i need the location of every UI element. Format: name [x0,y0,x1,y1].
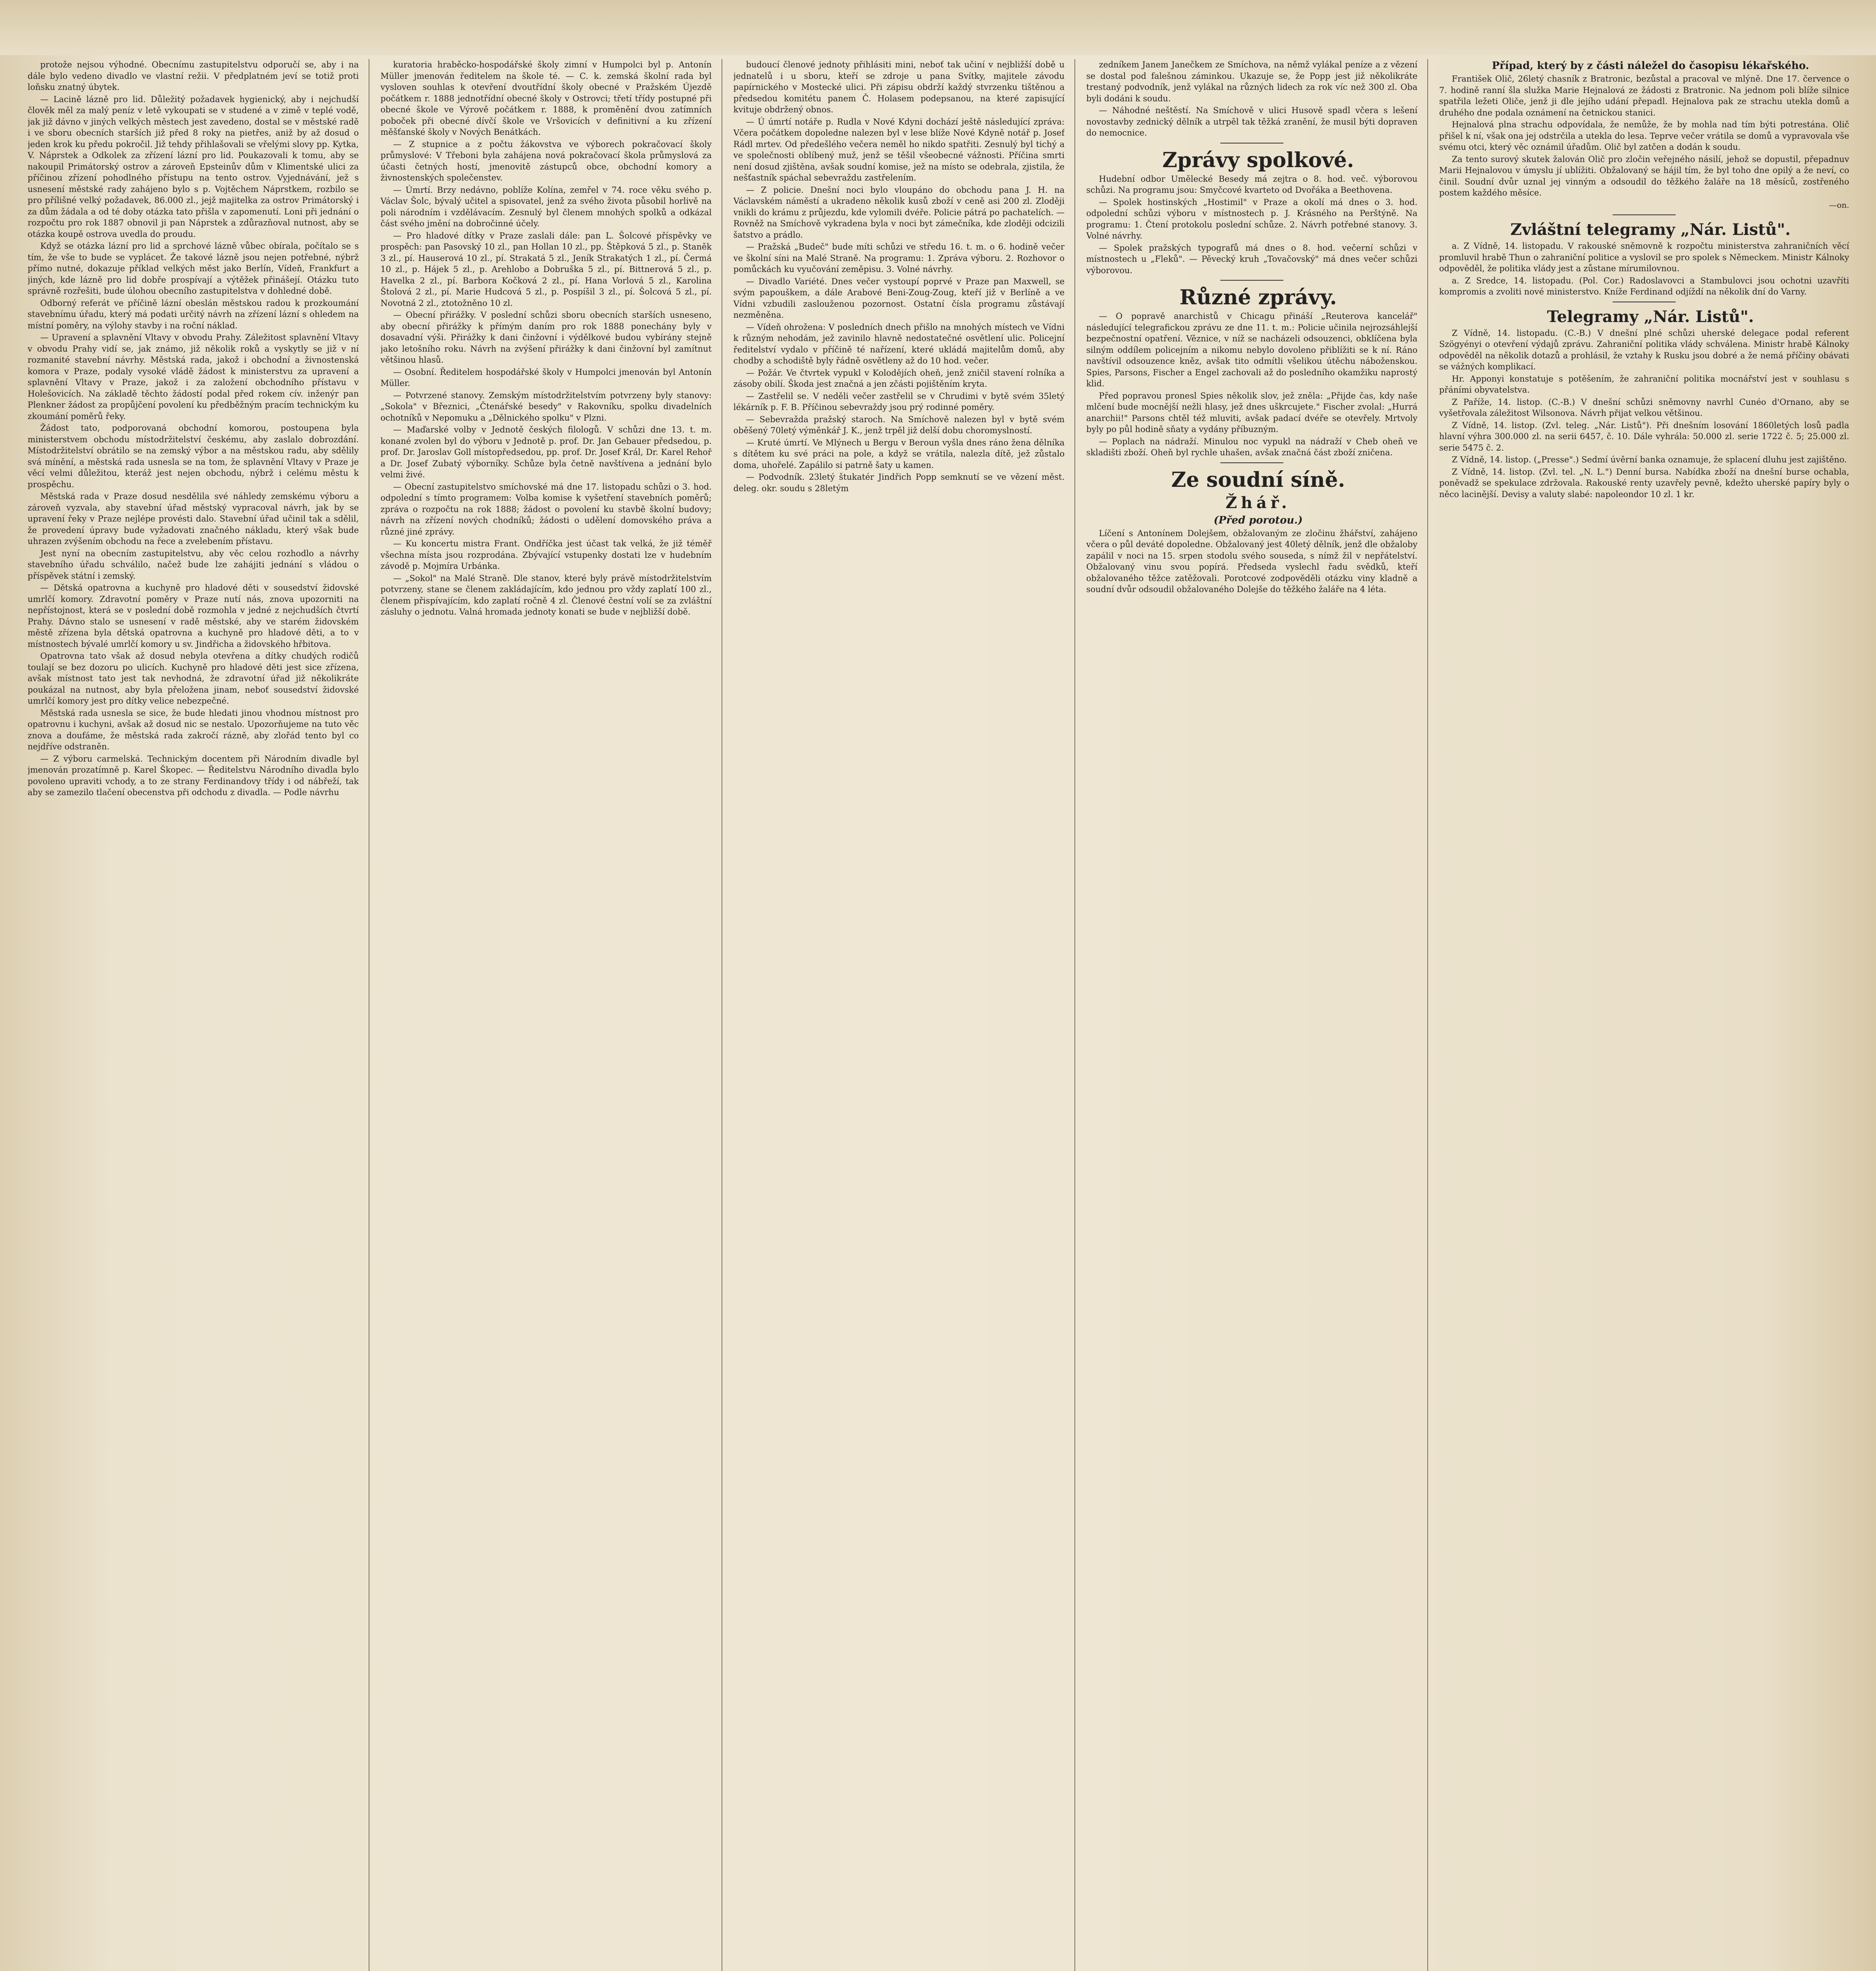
paragraph: — Náhodné neštěstí. Na Smíchově v ulici Husově spadl včera s lešení novostavby zednický dělník a utrpěl tak těžká zranění, že musil býti dopraven do nemocnice. [1086,106,1417,138]
paragraph: Z Vídně, 14. listop. (Zvl. teleg. „Nár. Listů"). Při dnešním losování 1860letých losů padla hlavní výhra 300.000 zl. na serii 6457, č. 10. Dále vyhrála: 50.000 zl. serie 1722 č. 5; 25.000 zl. serie 5475 č. 2. [1439,420,1849,453]
paragraph: — Spolek pražských typografů má dnes o 8. hod. večerní schůzi v místnostech u „Fleků". — Pěvecký kruh „Tovačovský" má dnes večer schůzi výborovou. [1086,243,1417,275]
paragraph: Opatrovna tato však až dosud nebyla otevřena a dítky chudých rodičů toulají se bez dozoru po ulicích. Kuchyně pro hladové děti jest sice zřízena, avšak místnost tato jest tak nevhodná, že zdravotní úřad již několikráte poukázal na nutnost, aby byla přeložena jinam, neboť sousedství židovské umrlčí komory jest pro dítky velice nebezpečné. [28,651,359,706]
paragraph: — Vídeň ohrožena: V posledních dnech přišlo na mnohých místech ve Vídni k různým nehodám, jež zavinilo hlavně nedostatečné osvětlení ulic. Policejní ředitelství vydalo v příčině té nařízení, které ukládá majitelům domů, aby chodby a schodiště byly řádně osvětleny až do 10 hod. večer. [733,322,1065,365]
paragraph: Z Paříže, 14. listop. (C.-B.) V dnešní schůzi sněmovny navrhl Cunéo d'Ornano, aby se vyšetřovala záležitost Wilsonova. Návrh přijat velkou většinou. [1439,397,1849,418]
section-heading-soudni: Ze soudní síně. [1171,468,1345,492]
paragraph: Hejnalová plna strachu odpovídala, že nemůže, že by mohla nad tím býti potrestána. Olič přišel k ní, však ona jej odstrčila a utekla do lesa. Teprve večer vrátila se domů a vypravovala vše svému otci, který věc oznámil úřadům. Olič byl zatčen a dodán k soudu. [1439,120,1849,152]
paragraph: — Obecní zastupitelstvo smíchovské má dne 17. listopadu schůzi o 3. hod. odpolední s tímto programem: Volba komise k vyšetření stavebních poměrů; zpráva o rozpočtu na rok 1888; žádost o povolení ku stavbě školní budovy; návrh na zřízení nových chodníků; žádosti o udělení domovského práva a různé jiné zprávy. [380,482,712,537]
paragraph: Městská rada v Praze dosud nesdělila své náhledy zemskému výboru a zároveň vyzvala, aby stavební úřad městský vypracoval návrh, jak by se upravení řeky v Praze nejlépe provésti dalo. Stavební úřad učinil tak a sdělil, že provedení úpravy bude vyžadovati značného nákladu, který však bude uhrazen zvýšením obchodu na řece a zvelebením přístavu. [28,492,359,546]
paragraph: — Z policie. Dnešní noci bylo vloupáno do obchodu pana J. H. na Václavském náměstí a ukradeno několik kusů zboží v ceně asi 200 zl. Zloději vnikli do krámu z průjezdu, kde vylomili dvéře. Policie pátrá po pachatelích. — Rovněž na Smíchově vykradena byla v noci byt zámečníka, kde zloději odcizili šatstvo a prádlo. [733,185,1065,240]
section-heading-ruzne: Různé zprávy. [1179,285,1337,309]
separator [1220,280,1283,281]
paragraph: a. Z Vídně, 14. listopadu. V rakouské sněmovně k rozpočtu ministerstva zahraničních věcí promluvil hrabě Thun o zahraniční politice a vyslovil se pro spolek s Německem. Ministr Kálnoky odpověděl, že politika vlády jest a zůstane mírumilovnou. [1439,241,1849,273]
paragraph: Žádost tato, podporovaná obchodní komorou, postoupena byla ministerstvem obchodu místodržitelství českému, aby zaslalo dobrozdání. Místodržitelství obrátilo se na zemský výbor a na městskou radu, aby sdělily svá mínění, a městská rada usnesla se na tom, že splavnění Vltavy v Praze je věcí velmi důležitou, kteráž jest nejen obchodu, nýbrž i celému městu k prospěchu. [28,423,359,489]
paragraph: — Kruté úmrtí. Ve Mlýnech u Bergu v Beroun vyšla dnes ráno žena dělníka s dítětem ku své práci na pole, a když se vrátila, nalezla dítě, jež zůstalo doma, uhořelé. Zapálilo si patrně šaty u kamen. [733,438,1065,470]
paragraph: kuratoria hraběcko-hospodářské školy zimní v Humpolci byl p. Antonín Müller jmenován ředitelem na škole té. — C. k. zemská školní rada byl vysloven souhlas k otevření dvoutřídní školy obecné v Pražském Újezdě počátkem r. 1888 jednotřídní obecné školy v Ostrovci; třetí třídy postupné při obecné škole ve Výrově počátkem r. 1888, k proměnění dvou zatímních poboček při obecné dívčí škole ve Vršovicích v definitivní a ku zřízení měšťanské školy v Nových Benátkách. [380,60,712,137]
paragraph: Když se otázka lázní pro lid a sprchové lázně vůbec obírala, počítalo se s tím, že vše to bude se vyplácet. Že takové lázně jsou nejen potřebné, nýbrž přímo nutné, dokazuje příklad velkých měst jako Berlín, Vídeň, Frankfurt a jiných, kde lázně pro lid dobře prospívají a výtěžek přinášejí. Otázku tuto správně rozřešiti, bude úlohou obecního zastupitelstva v dohledné době. [28,241,359,296]
paragraph: budoucí členové jednoty přihlásiti mini, neboť tak učiní v nejbližší době u jednatelů i u sboru, kteří se zdroje u pana Svítky, majitele závodu papírnického v Mostecké ulici. Při zápisu obdrží každý stvrzenku tištěnou a předsedou komitétu panem Č. Holasem podepsanou, na které zapisující kvituje obdržený obnos. [733,60,1065,114]
paragraph: — Divadlo Variété. Dnes večer vystoupí poprvé v Praze pan Maxwell, se svým papouškem, a dále Arabové Beni-Zoug-Zoug, kteří již v Berlíně a ve Vídni vzbudili zaslouženou pozornost. Ostatní čísla programu zůstávají nezměněna. [733,276,1065,320]
paragraph: — Ku koncertu mistra Frant. Ondříčka jest účast tak velká, že již téměř všechna místa jsou rozprodána. Zbývající vstupenky dostati lze v hudebním závodě p. Mojmíra Urbánka. [380,539,712,571]
column-3 [733,59,1065,1971]
column-rule [1074,59,1075,1971]
paragraph: zedníkem Janem Janečkem ze Smíchova, na němž vylákal peníze a z vězení se dostal pod falešnou záminkou. Ukazuje se, že Popp jest již několikráte trestaný podvodník, jenž vylákal na různých lidech za rok víc než 300 zl. Oba byli dodáni k soudu. [1086,60,1417,103]
paragraph: Jest nyní na obecním zastupitelstvu, aby věc celou rozhodlo a návrhy stavebního úřadu schválilo, načež bude lze zahájiti jednání s vládou o příspěvek státní i zemský. [28,548,359,581]
paragraph: František Olič, 26letý chasník z Bratronic, bezůstal a pracoval ve mlýně. Dne 17. července o 7. hodině ranní šla služka Marie Hejnalová ze žádosti z Bratronic. Na jednom poli blíže silnice spatřila ležeti Oliče, jenž ji dle jejího udání přepadl. Hejnalova pak ze strachu utekla domů a druhého dne podala oznámení na četnickou stanici. [1439,74,1849,117]
paragraph: — Spolek hostinských „Hostimil" v Praze a okolí má dnes o 3. hod. odpolední schůzi výboru v místnostech p. J. Krásného na Perštýně. Na programu: 1. Čtení protokolu poslední schůze. 2. Návrh potřebné stanovy. 3. Volné návrhy. [1086,197,1417,240]
paragraph: — Obecní přirážky. V poslední schůzi sboru obecních starších usneseno, aby obecní přirážky k přímým daním pro rok 1888 ponechány byly v dosavadní výši. Přirážky k dani činžovní i výdělkové budou vybírány stejně jako letošního roku. Návrh na zvýšení přirážky k dani činžovní byl zamítnut většinou hlasů. [380,310,712,365]
paragraph: — Lacině lázně pro lid. Důležitý požadavek hygienický, aby i nejchudší člověk měl za malý peníz v letě vykoupati se v studené a v zimě v teplé vodě, jak již dávno v jiných velkých městech jest zavedeno, dostal se v městské radě i ve sboru obecních starších již před 8 roky na pietřes, aniž by až dosud o jeden krok ku předu pokročil. Již tehdy přihlašovali se vřelými slovy pp. Kytka, V. Náprstek a Odkolek za zřízení lázní pro lid. Poukazovali k tomu, aby se nakoupil Primátorský ostrov a zároveň Epsteinův dům v Klimentské ulici za příčinou zřízení pohodlného přístupu na tento ostrov. Vyjednávání, jež s usnesení městské rady zahájeno bylo s p. Vojtěchem Náprstkem, rozbilo se pro přílišné velký požadavek, 86.000 zl., jejž majitelka za ostrov Primátorský i za dům žádala a od té doby otázka tato přišla v zapomenutí. Loni při jednání o rozpočtu pro rok 1887 obnovil ji pan Náprstek a zdůrazňoval nutnost, aby se otázka koupě ostrova uvedla do proudu. [28,94,359,239]
paragraph: — Z stupnice a z počtu žákovstva ve výborech pokračovací školy průmyslové: V Třeboni byla zahájena nová pokračovací škola průmyslová za účasti četných hostí, jmenovitě zástupců obce, obchodní komory a živnostenských společenstev. [380,139,712,183]
paragraph: — Zastřelil se. V neděli večer zastřelil se v Chrudimi v bytě svém 35letý lékárník p. F. B. Příčinou sebevraždy jsou prý rodinné poměry. [733,391,1065,412]
column-5 [1439,59,1849,1971]
section-heading-spolkove: Zprávy spolkové. [1162,148,1354,172]
paragraph: Hr. Apponyi konstatuje s potěšením, že zahraniční politika mocnářství jest v souhlasu s přáními obyvatelstva. [1439,374,1849,395]
paragraph: Hudební odbor Umělecké Besedy má zejtra o 8. hod. več. výborovou schůzi. Na programu jsou: Smyčcové kvarteto od Dvořáka a Beethovena. [1086,174,1417,195]
column-1 [28,59,359,1971]
column-4 [1086,59,1417,1971]
article-title-pripad: Případ, který by z části náležel do časopisu lékařského. [1492,60,1809,72]
paragraph: — Sebevražda pražský staroch. Na Smíchově nalezen byl v bytě svém oběšený 70letý výměnkář J. K., jenž trpěl již delší dobu choromyslností. [733,414,1065,435]
paragraph: — Poplach na nádraží. Minulou noc vypukl na nádraží v Cheb oheň ve skladišti zboží. Oheň byl rychle uhašen, avšak značná část zboží zničena. [1086,436,1417,457]
paragraph: Odborný referát ve příčině lázní obeslán městskou radou k prozkoumání stavebnímu úřadu, který má podati určitý návrh na zřízení lázní s ohledem na místní poměry, na výlohy stavby i na roční náklad. [28,298,359,330]
paragraph: — „Sokol" na Malé Straně. Dle stanov, které byly právě místodržitelstvím potvrzeny, stane se členem zakládajícím, kdo jednou pro vždy zaplatí 100 zl., členem přispívajícím, kdo zaplatí ročně 4 zl. Členové čestní volí se za zvláštní zásluhy o jednotu. Valná hromada jednoty konati se bude v nejbližší době. [380,573,712,617]
paragraph: Před popravou pronesl Spies několik slov, jež zněla: „Přijde čas, kdy naše mlčení bude mocnější nežli hlasy, jež dnes uškrcujete." Fischer zvolal: „Hurrá anarchii!" Parsons chtěl též mluviti, avšak padací dvéře se otevřely. Mrtvoly byly po půl hodině sňaty a vydány příbuzným. [1086,391,1417,434]
paragraph: — Úmrtí. Brzy nedávno, poblíže Kolína, zemřel v 74. roce věku svého p. Václav Šolc, bývalý učitel a spisovatel, jenž za svého života působil horlivě na poli národním i vzdělávacím. Zesnulý byl členem mnohých spolků a odkázal část svého jmění na dobročinné účely. [380,185,712,228]
paragraph: — Upravení a splavnění Vltavy v obvodu Prahy. Záležitost splavnění Vltavy v obvodu Prahy vidí se, jak známo, již několik roků a vyskytly se již v ní rozmanité stavební návrhy. Městská rada, jakož i obchodní a živnostenská komora v Praze, podaly vysoké vládě žádost k ministerstvu za upravení a splavnění Vltavy v Praze, jakož i za založení obchodního přístavu v Holešovicích. Na základě těchto žádostí podal před rokem cív. inženýr pan Plenkner žádost za propůjčení povolení ku předběžným pracím technickým ku zkoumání poměrů řeky. [28,333,359,421]
paragraph: Za tento surový skutek žalován Olič pro zločin veřejného násilí, jehož se dopustil, přepadnuv Marii Hejnalovou v úmyslu jí ublížiti. Obžalovaný se hájil tím, že byl toho dne opilý a že neví, co činil. Soudní dvůr uznal jej vinným a odsoudil do těžkého žaláře na 18 měsíců, zostřeného postem každého měsíce. [1439,154,1849,197]
paragraph: — O popravě anarchistů v Chicagu přináší „Reuterova kancelář" následující telegrafickou zprávu ze dne 11. t. m.: Policie učinila nejrozsáhlejší bezpečnostní opatření. Věznice, v níž se nacházeli odsouzenci, obklíčena byla silným oddílem policejním a nikomu nebylo dovoleno přiblížiti se k ní. Ráno navštívil odsouzence kněz, avšak tito odmítli všelikou útěchu náboženskou. Spies, Parsons, Fischer a Engel zachovali až do posledního okamžiku naprostý klid. [1086,311,1417,388]
paragraph: Z Vídně, 14. listop. (Zvl. tel. „N. L.") Denní bursa. Nabídka zboží na dnešní burse ochabla, poněvadž se spekulace zdržovala. Rakouské renty uzavřely pevně, kdežto uherské papíry byly o něco lacinější. Devisy a valuty slabé: napoleondor 10 zl. 1 kr. [1439,467,1849,499]
paragraph: — Ú úmrtí notáře p. Rudla v Nové Kdyni dochází ještě následující zpráva: Včera počátkem dopoledne nalezen byl v lese blíže Nové Kdyně notář p. Josef Rádl mrtev. Od předešlého večera neměl ho nikdo spatřiti. Zesnulý byl tichý a ve společnosti oblíbený muž, jenž se těšil všeobecné vážnosti. Příčina smrti není dosud zjištěna, avšak soudní komise, jež na místo se odebrala, zjistila, že nešťastník spáchal sebevraždu zastřelením. [733,117,1065,183]
column-rule [1427,59,1428,1971]
article-subtitle: (Před porotou.) [1214,514,1303,526]
paragraph: — Dětská opatrovna a kuchyně pro hladové děti v sousedství židovské umrlčí komory. Zdravotní poměry v Praze nutí nás, znova upozorniti na nepřístojnost, která se v poslední době rozmohla v jedné z nejchudších čtvrtí Prahy. Dávno stalo se usnesení v radě městské, aby ve starém židovském městě zřízena byla dětská opatrovna a kuchyně pro hladové děti, a to v místnostech bývalé umrlčí komory u sv. Jindřicha a židovského hřbitova. [28,583,359,649]
paragraph: — Osobní. Ředitelem hospodářské školy v Humpolci jmenován byl Antonín Müller. [380,367,712,388]
section-heading-zvlastni-telegramy: Zvláštní telegramy „Nár. Listů". [1510,220,1791,239]
separator [1613,214,1676,215]
paragraph: — Pražská „Budeč" bude míti schůzi ve středu 16. t. m. o 6. hodině večer ve školní síni na Malé Straně. Na programu: 1. Zpráva výboru. 2. Rozhovor o pomůckách ku vyučování zeměpisu. 3. Volné návrhy. [733,242,1065,274]
paragraph: — Podvodník. 23letý štukatér Jindřich Popp semknutí se ve vězení měst. deleg. okr. soudu s 28letým [733,472,1065,493]
paragraph: — Maďarské volby v Jednotě českých filologů. V schůzi dne 13. t. m. konané zvolen byl do výboru v Jednotě p. prof. Dr. Jan Gebauer předsedou, p. prof. Dr. Jaroslav Goll místopředsedou, pp. prof. Dr. Josef Král, Dr. Karel Rehoř a Dr. Josef Zubatý výborníky. Schůze byla četně navštívena a jednání bylo velmi živé. [380,425,712,479]
paragraph: Městská rada usnesla se sice, že bude hledati jinou vhodnou místnost pro opatrovnu i kuchyni, avšak až dosud nic se nestalo. Upozorňujeme na tuto věc znova a doufáme, že městská rada zakročí rázně, aby zlořád tento byl co nejdříve odstraněn. [28,708,359,751]
paragraph: Z Vídně, 14. listop. („Presse".) Sedmí úvěrní banka oznamuje, že splacení dluhu jest zajištěno. [1452,455,1847,464]
separator [1220,462,1283,463]
paragraph: Z Vídně, 14. listopadu. (C.-B.) V dnešní plné schůzi uherské delegace podal referent Szögyényi o otevření výdajů zprávu. Zahraniční politika vlády schválena. Ministr hrabě Kálnoky odpověděl na několik dotazů a prohlásil, že vztahy k Rusku jsou dobré a že nemá příčiny obávati se vážných komplikací. [1439,328,1849,371]
paragraph: — Potvrzené stanovy. Zemským místodržitelstvím potvrzeny byly stanovy: „Sokola" v Březnici, „Čtenářské besedy" v Rakovníku, spolku divadelních ochotníků v Nepomuku a „Dělnického spolku" v Plzni. [380,390,712,423]
paragraph: — Z výboru carmelská. Technickým docentem při Národním divadle byl jmenován prozatímně p. Karel Škopec. — Ředitelstvu Národního divadla bylo povoleno upraviti vchody, a to ze strany Ferdinandovy třídy i od nábřeží, tak aby se zamezilo tlačení obecenstva při odchodu z divadla. — Podle návrhu [28,754,359,797]
paragraph: protože nejsou výhodné. Obecnímu zastupitelstvu odporučí se, aby i na dále bylo vedeno divadlo ve vlastní režii. V předplatném jeví se totiž proti loňsku znatný úbytek. [28,60,359,92]
paragraph: — Požár. Ve čtvrtek vypukl v Kolodějích oheň, jenž zničil stavení rolníka a zásoby obilí. Škoda jest značná a jen zčásti pojištěním kryta. [733,368,1065,389]
paragraph: a. Z Sredce, 14. listopadu. (Pol. Cor.) Radoslavovci a Stambulovci jsou ochotni uzavříti kompromis a zvoliti nové ministerstvo. Kníže Ferdinand odjíždí na několik dní do Varny. [1439,276,1849,296]
page-top-edge [0,0,1876,55]
author-mark: —on. [1829,200,1849,210]
paragraph: — Pro hladové dítky v Praze zaslali dále: pan L. Šolcové příspěvky ve prospěch: pan Pasovský 10 zl., pan Hollan 10 zl., pp. Štěpková 5 zl., p. Staněk 3 zl., pí. Hauserová 10 zl., pí. Strakatá 5 zl., Jeník Strakatých 1 zl., pí. Čermá 10 zl., p. Hájek 5 zl., p. Arehlobo a Dobruška 5 zl., pí. Bittnerová 5 zl., p. Havelka 2 zl., pí. Barbora Kočková 2 zl., pí. Hana Vorlová 5 zl., Karolina Štolová 2 zl., pí. Marie Hudcová 5 zl., p. Pospíšil 3 zl., pí. Šolcová 5 zl., pí. Novotná 2 zl., ztotožněno 10 zl. [380,231,712,308]
section-heading-telegramy: Telegramy „Nár. Listů". [1547,307,1754,326]
paragraph: Líčení s Antonínem Dolejšem, obžalovaným ze zločinu žhářství, zahájeno včera o půl deváté dopoledne. Obžalovaný jest 40letý dělník, jenž dle obžaloby zapálil v noci na 15. srpen stodolu svého souseda, s nímž žil v nepřátelství. Obžalovaný vinu svou popírá. Předseda vyslechl řadu svědků, kteří obžalovaného těžce zatěžovali. Porotcové zodpověděli otázku viny kladně a soudní dvůr odsoudil obžalovaného Dolejše do těžkého žaláře na 4 léta. [1086,528,1417,594]
article-title-zhar: Žhář. [1225,493,1291,512]
column-2 [380,59,712,1971]
